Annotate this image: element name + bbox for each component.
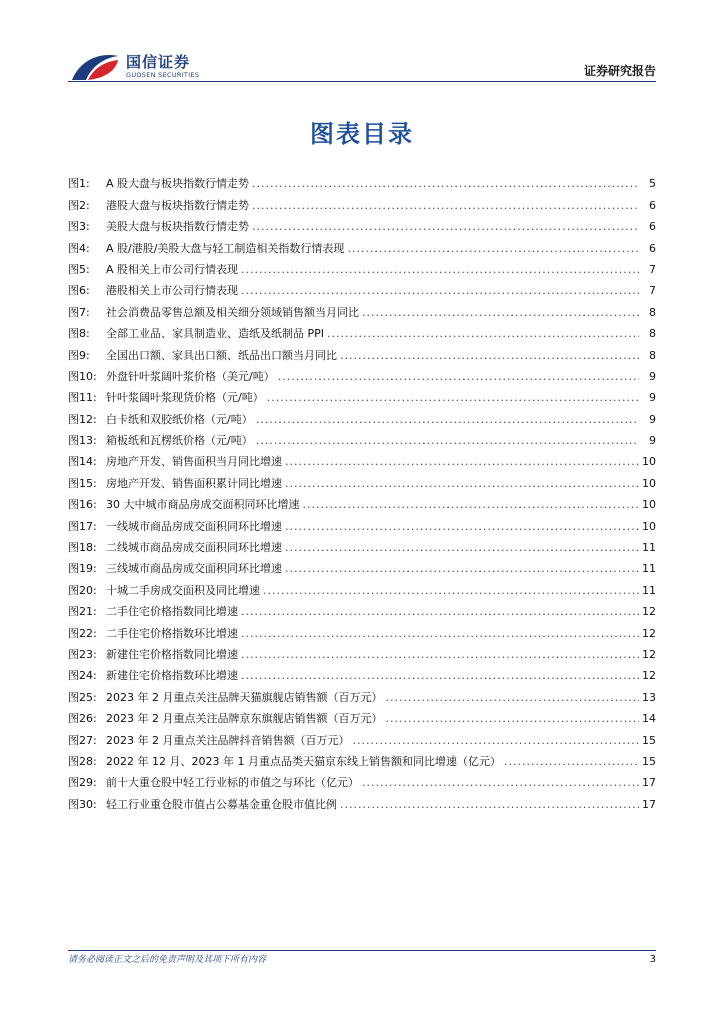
toc-entry-leader [241,263,639,277]
toc-entry-title: 一线城市商品房成交面积同环比增速 [106,519,282,533]
toc-entry[interactable] [68,726,656,747]
toc-entry-page: 10 [642,519,656,533]
toc-entry-title: 前十大重仓股中轻工行业标的市值之与环比（亿元） [106,776,359,790]
footer-disclaimer: 请务必阅读正文之后的免责声明及其项下所有内容 [68,955,267,965]
toc-entry-label: 图12: [68,412,97,426]
toc-entry-label: 图26: [68,712,97,726]
company-name-cn: 国信证券 [126,53,191,71]
toc-entry[interactable] [68,234,656,255]
toc-entry-leader [241,627,639,641]
toc-entry[interactable] [68,534,656,555]
toc-entry-page: 9 [649,412,656,426]
toc-list [68,170,656,812]
toc-entry-label: 图18: [68,541,97,555]
toc-entry-leader [362,306,639,320]
toc-entry[interactable] [68,491,656,512]
toc-entry-page: 12 [642,669,656,683]
toc-entry-leader [241,669,639,683]
toc-entry-page: 12 [642,647,656,661]
toc-entry-title: A 股/港股/美股大盘与轻工制造相关指数行情表现 [106,241,345,255]
toc-entry-title: 十城二手房成交面积及同比增速 [106,583,260,597]
toc-entry[interactable] [68,662,656,683]
toc-entry-page: 8 [649,348,656,362]
toc-entry-label: 图8: [68,327,90,341]
company-name-en: GUOSEN SECURITIES [126,71,200,79]
toc-entry-label: 图10: [68,369,97,383]
toc-entry-leader [362,776,639,790]
toc-entry-label: 图24: [68,669,97,683]
toc-entry-leader [285,477,639,491]
toc-entry-leader [285,520,639,534]
toc-entry-label: 图17: [68,519,97,533]
toc-entry-page: 7 [649,284,656,298]
toc-entry-label: 图22: [68,626,97,640]
toc-entry-leader [278,370,639,384]
toc-entry-page: 11 [642,583,656,597]
toc-entry-page: 10 [642,476,656,490]
toc-entry[interactable] [68,576,656,597]
toc-entry[interactable] [68,363,656,384]
toc-entry-page: 5 [649,177,656,191]
toc-entry-title: A 股大盘与板块指数行情走势 [106,177,250,191]
toc-entry-title: 三线城市商品房成交面积同环比增速 [106,562,282,576]
toc-entry[interactable] [68,341,656,362]
toc-entry-label: 图11: [68,391,97,405]
toc-entry-page: 7 [649,262,656,276]
toc-entry-page: 8 [649,327,656,341]
toc-entry-page: 6 [649,241,656,255]
toc-title: 图表目录 [310,120,414,148]
toc-entry-page: 6 [649,198,656,212]
toc-entry-title: 社会消费品零售总额及相关细分领域销售额当月同比 [106,305,359,319]
toc-entry-title: 2022 年 12 月、2023 年 1 月重点品类天猫京东线上销售额和同比增速（亿元） [106,754,501,768]
toc-entry-title: 二手住宅价格指数同比增速 [106,605,238,619]
toc-entry[interactable] [68,790,656,811]
toc-entry-label: 图20: [68,583,97,597]
toc-entry-title: 针叶浆阔叶浆现货价格（元/吨） [106,391,264,405]
toc-entry-leader [252,199,639,213]
toc-entry-leader [385,691,639,705]
toc-entry-title: 港股大盘与板块指数行情走势 [106,198,249,212]
toc-entry-title: 2023 年 2 月重点关注品牌京东旗舰店销售额（百万元） [106,712,383,726]
toc-entry-page: 9 [649,369,656,383]
toc-entry-leader [285,541,639,555]
toc-entry-title: 新建住宅价格指数环比增速 [106,669,238,683]
toc-entry-label: 图3: [68,220,90,234]
toc-entry[interactable] [68,384,656,405]
toc-entry-title: 外盘针叶浆阔叶浆价格（美元/吨） [106,369,275,383]
toc-entry-label: 图28: [68,754,97,768]
toc-entry-leader [340,349,639,363]
toc-entry[interactable] [68,469,656,490]
toc-entry-title: 新建住宅价格指数同比增速 [106,647,238,661]
toc-entry-leader [263,584,639,598]
toc-entry-page: 11 [642,562,656,576]
toc-entry-leader [252,220,639,234]
toc-entry-title: 2023 年 2 月重点关注品牌抖音销售额（百万元） [106,733,350,747]
toc-entry-leader [256,413,639,427]
toc-entry-label: 图4: [68,241,90,255]
toc-entry-leader [504,755,639,769]
toc-entry-page: 14 [642,712,656,726]
toc-entry-title: 房地产开发、销售面积当月同比增速 [106,455,282,469]
toc-entry-leader [241,648,639,662]
toc-entry-label: 图19: [68,562,97,576]
toc-entry[interactable] [68,555,656,576]
toc-entry[interactable] [68,170,656,191]
toc-entry-page: 15 [642,754,656,768]
toc-entry-title: 港股相关上市公司行情表现 [106,284,238,298]
toc-entry-leader [241,605,639,619]
toc-entry-page: 9 [649,391,656,405]
toc-entry-title: 箱板纸和瓦楞纸价格（元/吨） [106,434,253,448]
toc-entry-title: 美股大盘与板块指数行情走势 [106,220,249,234]
toc-entry-label: 图16: [68,498,97,512]
toc-entry[interactable] [68,748,656,769]
toc-entry-label: 图2: [68,198,90,212]
toc-entry-label: 图21: [68,605,97,619]
toc-entry[interactable] [68,191,656,212]
toc-entry-page: 9 [649,434,656,448]
report-type-label: 证券研究报告 [583,64,656,78]
toc-entry-title: 房地产开发、销售面积累计同比增速 [106,476,282,490]
toc-entry-leader [285,562,639,576]
toc-entry[interactable] [68,619,656,640]
toc-entry-leader [256,434,639,448]
toc-entry-leader [241,284,639,298]
toc-entry-label: 图27: [68,733,97,747]
toc-entry[interactable] [68,320,656,341]
company-logo [70,50,230,84]
toc-entry[interactable] [68,256,656,277]
toc-entry-title: 白卡纸和双胶纸价格（元/吨） [106,412,253,426]
toc-entry[interactable] [68,213,656,234]
toc-entry-label: 图6: [68,284,90,298]
toc-entry-page: 15 [642,733,656,747]
toc-entry-page: 11 [642,541,656,555]
toc-entry-leader [347,242,639,256]
toc-entry-page: 13 [642,690,656,704]
toc-entry-title: A 股相关上市公司行情表现 [106,262,239,276]
toc-entry-leader [303,498,640,512]
toc-entry-title: 2023 年 2 月重点关注品牌天猫旗舰店销售额（百万元） [106,690,383,704]
toc-entry-leader [352,734,639,748]
page-number: 3 [649,954,656,965]
toc-entry-label: 图5: [68,262,90,276]
toc-entry-label: 图1: [68,177,90,191]
toc-entry[interactable] [68,641,656,662]
toc-entry-title: 二手住宅价格指数环比增速 [106,626,238,640]
toc-entry-leader [267,391,639,405]
toc-entry[interactable] [68,448,656,469]
toc-entry-label: 图7: [68,305,90,319]
toc-entry-page: 8 [649,305,656,319]
footer-divider [68,950,656,951]
toc-entry-page: 12 [642,626,656,640]
toc-entry-page: 10 [642,455,656,469]
toc-entry-page: 12 [642,605,656,619]
toc-entry[interactable] [68,705,656,726]
toc-entry-label: 图13: [68,434,97,448]
toc-entry-label: 图29: [68,776,97,790]
toc-entry-label: 图9: [68,348,90,362]
toc-entry-leader [385,712,639,726]
toc-entry-label: 图25: [68,690,97,704]
toc-entry-title: 二线城市商品房成交面积同环比增速 [106,541,282,555]
toc-entry-label: 图30: [68,797,97,811]
toc-entry-title: 30 大中城市商品房成交面积同环比增速 [106,498,300,512]
toc-entry-leader [285,455,639,469]
toc-entry-title: 全国出口额、家具出口额、纸品出口额当月同比 [106,348,337,362]
toc-entry-title: 全部工业品、家具制造业、造纸及纸制品 PPI [106,327,325,341]
toc-entry[interactable] [68,598,656,619]
toc-entry[interactable] [68,427,656,448]
toc-entry-label: 图15: [68,476,97,490]
toc-entry-leader [340,798,639,812]
header-divider [68,81,656,82]
toc-entry-page: 6 [649,220,656,234]
toc-entry[interactable] [68,277,656,298]
toc-entry-leader [327,327,639,341]
toc-entry-label: 图23: [68,647,97,661]
toc-entry-label: 图14: [68,455,97,469]
toc-entry[interactable] [68,683,656,704]
page-header [0,0,724,90]
toc-entry-page: 17 [642,776,656,790]
toc-entry-page: 17 [642,797,656,811]
toc-entry[interactable] [68,405,656,426]
toc-entry-page: 10 [642,498,656,512]
toc-entry[interactable] [68,769,656,790]
toc-entry[interactable] [68,298,656,319]
toc-entry[interactable] [68,512,656,533]
toc-entry-leader [252,177,639,191]
toc-entry-title: 轻工行业重仓股市值占公募基金重仓股市值比例 [106,797,337,811]
guosen-logo-icon [70,50,120,84]
